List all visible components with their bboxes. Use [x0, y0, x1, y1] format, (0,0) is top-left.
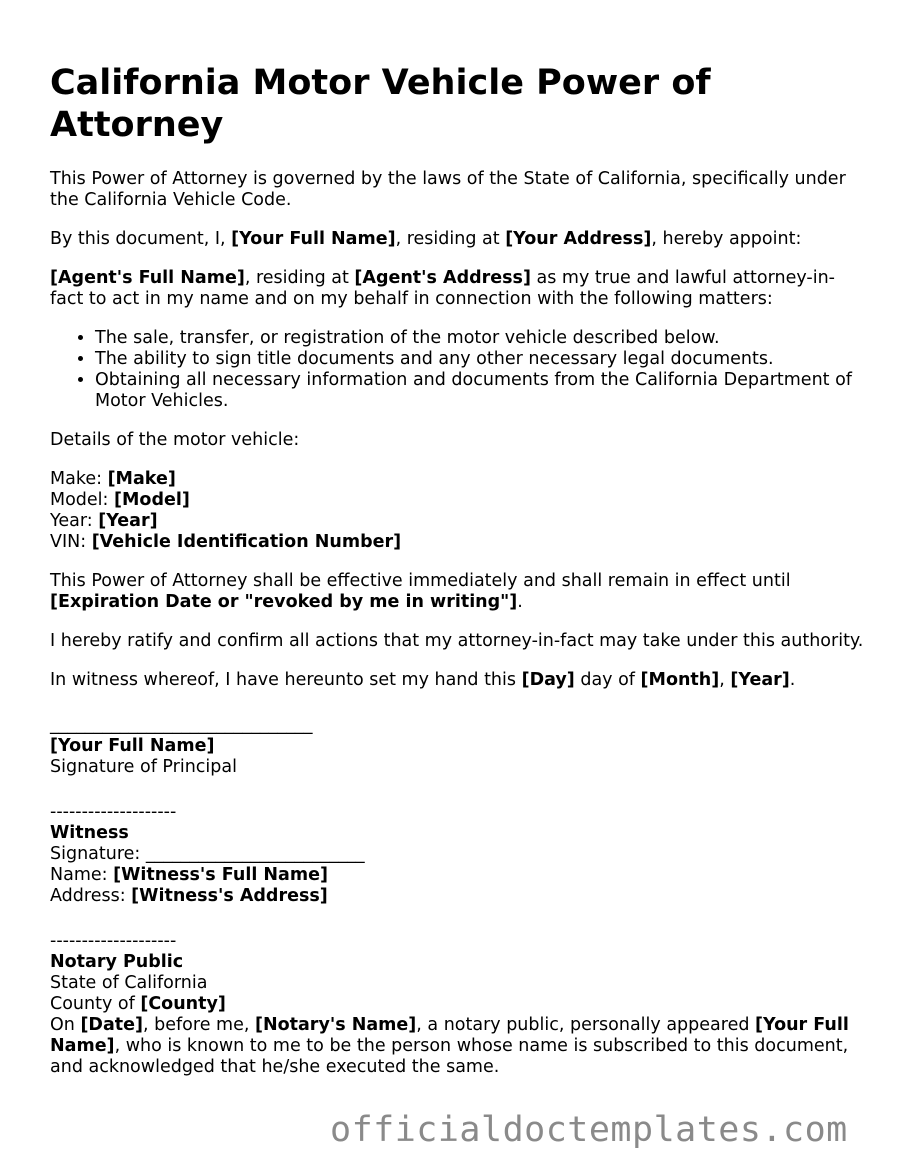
appointment-paragraph — [50, 229, 865, 250]
make-label: Make: — [50, 469, 108, 489]
vehicle-details — [50, 469, 865, 553]
witness-heading: Witness — [50, 823, 129, 843]
clause-post: . — [789, 670, 796, 690]
notary-state: State of California — [50, 973, 208, 993]
ack-post: , who is known to me to be the person whose name is subscribed to this document, and acknowledged that he/she executed the same. — [50, 1036, 849, 1077]
effective-paragraph — [50, 571, 865, 613]
witness-signature-label: Signature: — [50, 844, 146, 864]
notary-acknowledgment — [50, 1015, 865, 1078]
notary-county-line — [50, 994, 865, 1015]
make-value: [Make] — [107, 469, 176, 489]
vehicle-vin-line — [50, 532, 865, 553]
notary-heading: Notary Public — [50, 952, 184, 972]
ack-mid2: , a notary public, personally appeared — [416, 1015, 756, 1035]
witness-divider: -------------------- — [50, 802, 177, 822]
vin-value: [Vehicle Identification Number] — [91, 532, 402, 552]
year-value: [Year] — [98, 511, 158, 531]
principal-signature-line: ______________________________ — [50, 715, 313, 735]
vehicle-model-line — [50, 490, 865, 511]
clause-pre: In witness whereof, I have hereunto set my hand this — [50, 670, 522, 690]
month-placeholder: [Month] — [640, 670, 720, 690]
list-item: • The sale, transfer, or registration of the motor vehicle described below. — [95, 328, 865, 349]
principal-address-placeholder: [Your Address] — [505, 229, 652, 249]
intro-paragraph: This Power of Attorney is governed by the laws of the State of California, specifically under the California Vehicle Code. — [50, 169, 846, 210]
witness-clause-paragraph — [50, 670, 865, 691]
clause-mid2: , — [719, 670, 731, 690]
principal-signature-name: [Your Full Name] — [50, 736, 215, 756]
ack-mid1: , before me, — [143, 1015, 255, 1035]
witness-address-value: [Witness's Address] — [131, 886, 328, 906]
vin-label: VIN: — [50, 532, 92, 552]
vehicle-heading: Details of the motor vehicle: — [50, 430, 300, 450]
ack-pre: On — [50, 1015, 81, 1035]
ack-date-placeholder: [Date] — [80, 1015, 144, 1035]
expiration-placeholder: [Expiration Date or "revoked by me in writing"] — [50, 592, 518, 612]
witness-signature-line — [50, 844, 865, 865]
agent-address-placeholder: [Agent's Address] — [354, 268, 531, 288]
witness-address-line — [50, 886, 865, 907]
model-value: [Model] — [114, 490, 190, 510]
watermark-text: officialdoctemplates.com — [330, 1110, 848, 1150]
document-title: California Motor Vehicle Power of Attorney — [50, 63, 711, 145]
principal-signature-caption: Signature of Principal — [50, 757, 237, 777]
witness-block — [50, 802, 865, 907]
list-item: • Obtaining all necessary information and documents from the California Department of Motor Vehicles. — [95, 370, 865, 412]
notary-divider: -------------------- — [50, 931, 177, 951]
vehicle-year-line — [50, 511, 865, 532]
vehicle-make-line — [50, 469, 865, 490]
county-value: [County] — [140, 994, 226, 1014]
year-label: Year: — [50, 511, 99, 531]
witness-name-value: [Witness's Full Name] — [113, 865, 328, 885]
agent-mid: , residing at — [244, 268, 355, 288]
agent-name-placeholder: [Agent's Full Name] — [50, 268, 245, 288]
effective-pre: This Power of Attorney shall be effective immediately and shall remain in effect until — [50, 571, 791, 591]
witness-name-line — [50, 865, 865, 886]
appoint-pre: By this document, I, — [50, 229, 232, 249]
list-item: • The ability to sign title documents and any other necessary legal documents. — [95, 349, 865, 370]
day-placeholder: [Day] — [521, 670, 575, 690]
ratify-paragraph: I hereby ratify and confirm all actions that my attorney-in-fact may take under this authority. — [50, 631, 864, 651]
appoint-post: , hereby appoint: — [651, 229, 802, 249]
witness-address-label: Address: — [50, 886, 132, 906]
county-label: County of — [50, 994, 141, 1014]
agent-post: as my true and lawful attorney-in-fact to act in my name and on my behalf in connection with the following matters: — [50, 268, 835, 309]
ack-notary-placeholder: [Notary's Name] — [254, 1015, 417, 1035]
appoint-mid: , residing at — [395, 229, 506, 249]
model-label: Model: — [50, 490, 115, 510]
principal-signature-block — [50, 715, 865, 778]
principal-name-placeholder: [Your Full Name] — [231, 229, 396, 249]
powers-list — [50, 328, 865, 412]
clause-mid1: day of — [574, 670, 641, 690]
ack-person-placeholder: [Your Full Name] — [50, 1015, 849, 1056]
witness-signature-blank: _________________________ — [145, 844, 365, 864]
notary-block — [50, 931, 865, 1078]
effective-post: . — [517, 592, 523, 612]
agent-paragraph — [50, 268, 865, 310]
year-placeholder: [Year] — [730, 670, 790, 690]
document-page — [50, 62, 865, 1096]
witness-name-label: Name: — [50, 865, 114, 885]
